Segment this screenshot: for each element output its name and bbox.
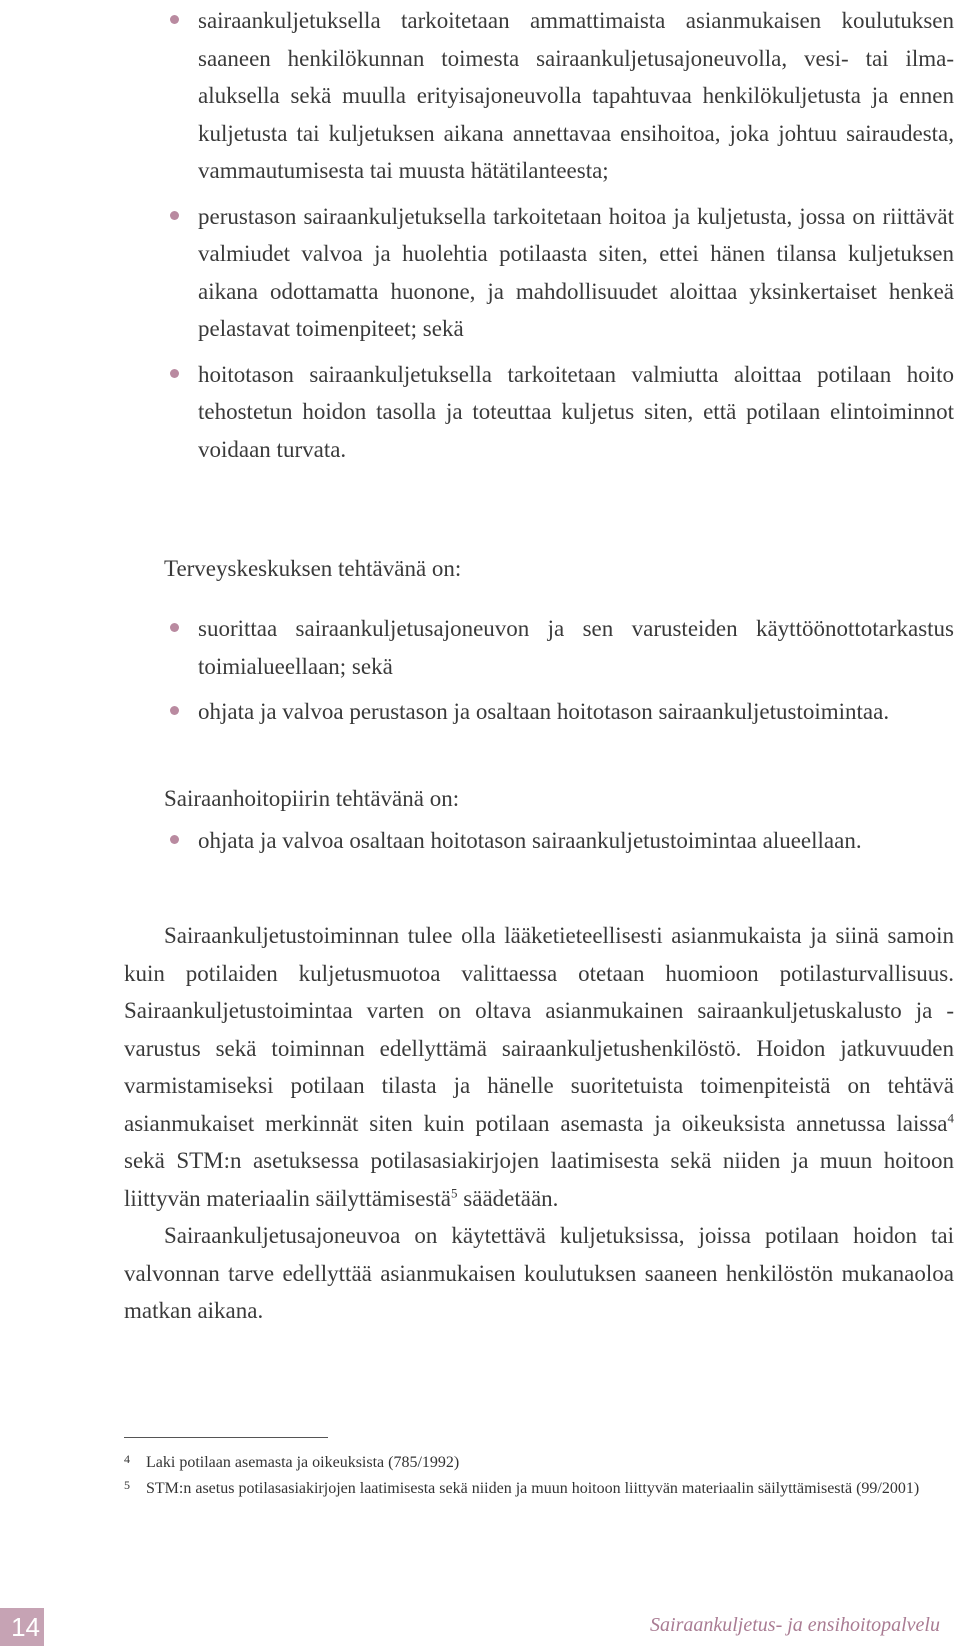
footnote-ref[interactable]: 4 (947, 1109, 954, 1125)
bullet-icon (170, 211, 179, 220)
definitions-list (164, 2, 954, 468)
page-number: 14 (0, 1608, 44, 1646)
list-item (164, 356, 954, 469)
footnote-ref[interactable]: 5 (451, 1184, 458, 1200)
list-item (164, 822, 954, 860)
list-item (164, 610, 954, 685)
bullet-icon (170, 706, 179, 715)
bullet-icon (170, 369, 179, 378)
list-item-text: perustason sairaankuljetuksella tarkoitetaan hoitoa ja kuljetusta, jossa on riittävät valmiudet valvoa ja huolehtia potilaasta siten, ettei hänen tilansa kuljetuksen aikana odottamatta huonone, ja mahdollisuudet aloittaa yksinkertaiset henkeä pelastavat toimenpiteet; sekä (198, 203, 954, 341)
list-item-text: suorittaa sairaankuljetusajoneuvon ja sen varusteiden käyttöönottotarkastus toimialueellaan; sekä (198, 616, 954, 679)
terveyskeskus-lead: Terveyskeskuksen tehtävänä on: (164, 556, 462, 581)
footnote-divider (124, 1437, 328, 1438)
paragraph: Sairaankuljetusajoneuvoa on käytettävä kuljetuksissa, joissa potilaan hoidon tai valvonnan tarve edellyttää asianmukaisen koulutuksen saaneen henkilöstön mukanaoloa matkan aikana. (124, 1223, 954, 1323)
footnotes (124, 1450, 954, 1502)
sairaanhoitopiiri-lead: Sairaanhoitopiirin tehtävänä on: (164, 786, 460, 811)
footnote-text: Laki potilaan asemasta ja oikeuksista (785/1992) (146, 1454, 460, 1471)
terveyskeskus-list (164, 610, 954, 731)
paragraph (124, 917, 954, 1217)
list-item (164, 693, 954, 731)
list-item-text: ohjata ja valvoa perustason ja osaltaan hoitotason sairaankuljetustoimintaa. (198, 699, 890, 724)
bullet-icon (170, 623, 179, 632)
footnote-text: STM:n asetus potilasasiakirjojen laatimisesta sekä niiden ja muun hoitoon liittyvän materiaalin säilyttämisestä (99/2001) (146, 1480, 920, 1497)
list-item-text: sairaankuljetuksella tarkoitetaan ammattimaista asianmukaisen koulutuksen saaneen henkilökunnan toimesta sairaankuljetusajoneuvolla, vesi- tai ilma-aluksella sekä muulla erityisajoneuvolla tapahtuvaa henkilökuljetusta ja ennen kuljetusta tai kuljetuksen aikana annettavaa ensihoitoa, joka johtuu sairaudesta, vammautumisesta tai muusta hätätilanteesta; (198, 8, 954, 183)
footnote-number: 5 (124, 1478, 130, 1492)
footnote-number: 4 (124, 1452, 130, 1466)
paragraph-text: säädetään. (457, 1185, 559, 1211)
bullet-icon (170, 835, 179, 844)
list-item-text: hoitotason sairaankuljetuksella tarkoitetaan valmiutta aloittaa potilaan hoito tehostetun hoidon tasolla ja toteuttaa kuljetus siten, että potilaan elintoiminnot voidaan turvata. (198, 361, 954, 462)
list-item-text: ohjata ja valvoa osaltaan hoitotason sairaankuljetustoimintaa alueellaan. (198, 828, 862, 853)
running-title: Sairaankuljetus- ja ensihoitopalvelu (650, 1614, 940, 1636)
sairaanhoitopiiri-list (164, 822, 954, 860)
footnote (124, 1476, 954, 1502)
list-item (164, 198, 954, 348)
body-text (124, 917, 954, 1330)
paragraph-text: Sairaankuljetustoiminnan tulee olla lääketieteellisesti asianmukaista ja siinä samoin kuin potilaiden kuljetusmuotoa valittaessa otetaan huomioon potilasturvallisuus. Sairaankuljetustoimintaa varten on oltava asianmukainen sairaankuljetuskalusto ja -varustus sekä toiminnan edellyttämä sairaankuljetushenkilöstö. Hoidon jatkuvuuden varmistamiseksi potilaan tilasta ja hänelle suoritetuista toimenpiteistä on tehtävä asianmukaiset merkinnät siten kuin potilaan asemasta ja oikeuksista annetussa laissa (124, 923, 954, 1136)
list-item (164, 2, 954, 190)
bullet-icon (170, 15, 179, 24)
paragraph-text: sekä STM:n asetuksessa potilasasiakirjojen laatimisesta sekä niiden ja muun hoitoon liittyvän materiaalin säilyttämisestä (124, 1148, 954, 1211)
footnote (124, 1450, 954, 1476)
